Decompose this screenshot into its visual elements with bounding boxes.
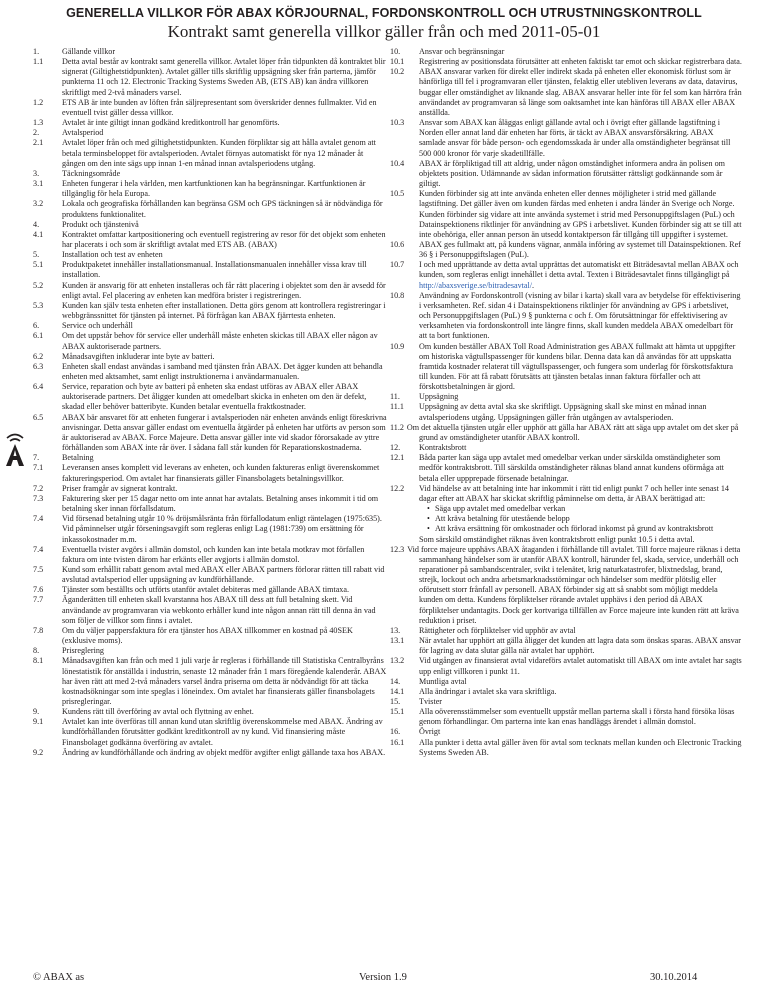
footer-date: 30.10.2014 — [650, 972, 698, 983]
clause-text — [419, 402, 742, 422]
clause-body: Avtalet löper från och med giltighetstidpunkten. Kunden förpliktar sig att hålla avtalet genom att betala terminsbeloppet för avtalsperioden. Avtalet förnyas automatiskt för nya 12 månader åt gången om den inte sägs upp innan 1-en månad innan avtalsperiodens utgång. — [62, 138, 376, 168]
clause-item — [33, 484, 387, 494]
clause-text — [62, 494, 387, 514]
clause-number: 9. — [33, 707, 40, 717]
clause-text — [62, 169, 387, 179]
clause-item — [33, 57, 387, 98]
clause-number: 16.1 — [390, 737, 405, 747]
clause-body: Betalning — [62, 453, 94, 463]
clause-text — [62, 656, 387, 707]
clause-followup-text: Som särskild omständighet räknas även kontraktsbrott enligt punkt 10.5 i detta avtal. — [419, 534, 695, 544]
clause-body: Täckningsområde — [62, 168, 121, 178]
clause-number: 10.2 — [390, 67, 405, 77]
clause-text — [62, 626, 387, 646]
clause-number: 7.4 — [33, 514, 44, 524]
clause-item — [33, 413, 387, 454]
clause-number: 7.6 — [33, 585, 44, 595]
clause-body: Alla oöverensstämmelser som eventuellt uppstår mellan parterna skall i första hand försöka lösas genom förhandlingar. Om parterna inte kan enas handläggs ärendet i allmän domstol. — [419, 707, 735, 727]
clause-body: Vid force majeure upphävs ABAX åtaganden i förhållande till avtalet. Till force majeure räknas i detta sammanhang händelser som är utanför ABAX kontroll, härunder fel, skada, service, underhåll och reparationer på sambandscentraler, svikt i telenätet, krig naturkatastrofer, blixtnedslag, brand, strejk, lockout och andra arbetsmarknadsstörningar och händelser som medför plötslig eller oförutsett storr frånfall av personell. ABAX förbinder sig att så snabbt som möjligt meddela kunden om detta. Kundens förpliktelser rörande avtalet upphävs i den period då ABAX förpliktelser undantagits. Dock ger kortvariga tillfällen av Force majeure inte kunden rätt att kräva reduktion i priset. — [407, 544, 741, 625]
clause-item — [390, 636, 742, 656]
clause-body: Avtalsperiod — [62, 128, 104, 138]
clause-body: Kontraktet omfattar kartpositionering och eventuell registrering av resor för det objekt som enheten har placerats i och som är skriftligt avtalat med ETS AB. (ABAX) — [62, 229, 386, 249]
clause-item — [390, 260, 742, 290]
clause-item — [33, 128, 387, 138]
clause-item — [390, 118, 742, 159]
clause-item — [390, 67, 742, 118]
clause-item — [390, 342, 742, 393]
clause-item — [33, 585, 387, 595]
footer-version: Version 1.9 — [359, 972, 407, 983]
clause-text — [62, 138, 387, 168]
clause-number: 11. — [390, 392, 400, 402]
clause-item — [33, 169, 387, 179]
clause-number: 10.4 — [390, 158, 405, 168]
clause-body: Avtalet är inte giltigt innan godkänd kreditkontroll har genomförts. — [62, 118, 280, 128]
footer-copyright: © ABAX as — [33, 972, 85, 983]
clause-item — [390, 443, 742, 453]
clause-item — [390, 57, 742, 67]
clause-body: Service, reparation och byte av batteri på enheten ska endast utföras av ABAX eller ABAX auktoriserade partners. Det åligger kunden att omedelbart skicka in enheten om den är defekt, skadad eller behöver batteribyte. Kunden betalar eventuella fraktkostnader. — [62, 382, 367, 412]
clause-item — [33, 453, 387, 463]
clause-body: Leveransen anses komplett vid leverans av enheten, och kunden faktureras enligt överenskommet faktureringsperiod. Om avtalet har finansierats gäller Finansbolagets betalningsvillkor. — [62, 463, 380, 483]
clause-item — [33, 230, 387, 250]
clause-number: 1.3 — [33, 118, 44, 128]
clause-body: Muntliga avtal — [419, 676, 467, 686]
clause-item — [33, 707, 387, 717]
clause-text — [419, 260, 742, 290]
clause-body: Om det uppstår behov för service eller underhåll måste enheten skickas till ABAX eller någon av ABAX auktoriserade partners. — [62, 331, 378, 351]
clause-text — [419, 697, 742, 707]
clause-text — [62, 646, 387, 656]
clause-item — [33, 646, 387, 656]
clause-text — [419, 118, 742, 159]
clause-body: ABAX ges fullmakt att, på kundens vägnar, anmäla införing av systemet till Datainspektionen. Ref 36 § i Personuppgiftslagen (PuL). — [419, 239, 741, 260]
clause-number: 12.1 — [390, 453, 405, 463]
clause-body: Äganderätten till enheten skall kvarstanna hos ABAX till dess att full betalning skett. Vid användande av programvaran via webkonto erhåller kund inte någon annan rätt till denna än vad som följer de villkor som finns i avtalet. — [62, 595, 376, 625]
clause-body: Prisreglering — [62, 646, 104, 656]
clause-body: Båda parter kan säga upp avtalet med omedelbar verkan under särskilda omständigheter som medför kontraktsbrott. Till särskilda omständigheter räknas bland annat kundens oförmåga att betala eller uppprepade försenade betalningar. — [419, 453, 724, 483]
clause-number: 8. — [33, 646, 40, 656]
clause-item — [390, 697, 742, 707]
clause-number: 7.1 — [33, 463, 44, 473]
clause-text — [62, 128, 387, 138]
clause-item — [33, 494, 387, 514]
bullet-item — [419, 514, 742, 524]
clause-item — [390, 159, 742, 189]
clause-text — [62, 413, 387, 454]
clause-text — [62, 260, 387, 280]
clause-body: Rättigheter och förpliktelser vid upphör av avtal — [419, 625, 576, 635]
clause-text — [62, 545, 387, 565]
clause-text — [62, 382, 387, 412]
clause-text — [62, 514, 387, 544]
clause-item — [390, 189, 742, 240]
right-column — [390, 47, 742, 758]
clause-number: 13.2 — [390, 656, 405, 666]
clause-item — [390, 727, 742, 737]
clause-text — [419, 189, 742, 240]
clause-number: 15.1 — [390, 707, 405, 717]
clause-body: Installation och test av enheten — [62, 250, 163, 260]
clause-body: Kunden förbinder sig att inte använda enheten eller dennes möjligheter i strid med gällande lagstiftning. Det gäller även om kunden färdas med enheten i andra länder än Sverige och Norge. Kunden förbinder sig vidare att inte använda systemet i strid med Personuppgiftslagen (PuL) och Datainspektionens riktlinjer för användning av GPS i arbetslivet. Kunden förbinder sig att se till att inte obehöriga, eller annan person än utsedd kontaktperson får tillgång till uppgifter i systemet. — [419, 189, 742, 239]
link-suffix: . — [532, 280, 535, 290]
abax-logo-icon — [4, 430, 26, 468]
clause-text — [419, 443, 742, 453]
clause-body: ABAX ansvarar varken för direkt eller indirekt skada på enheten eller ekonomisk förlust som är hänförliga till fel i programvaran eller tjänsten, felaktig eller utebliven leverans av data, datavirus, buggar eller omständighet av liknande slag. ABAX ansvarar heller inte för fel som kan härröra från användandet av programvaran så länge som oaktsamhet inte kan hänföras till ABAX eller ABAX anställda. — [419, 67, 742, 117]
clause-body: Enheten skall endast användas i samband med tjänsten från ABAX. Det ägger kunden att behandla enheten med aktsamhet, samt enligt instruktionerna i användarmanualen. — [62, 361, 383, 381]
clause-body: Uppsägning av detta avtal ska ske skriftligt. Uppsägning skall ske minst en månad innan avtalsperiodens utgång. Uppsägningen gäller från utgången av avtalsperioden. — [419, 402, 707, 422]
clause-text — [62, 453, 387, 463]
clause-item — [390, 626, 742, 636]
clause-item — [390, 453, 742, 483]
bullet-dot-icon: • — [427, 514, 430, 524]
clause-text — [419, 484, 742, 545]
clause-number: 14. — [390, 676, 401, 686]
clause-body: Enheten fungerar i hela världen, men kartfunktionen kan ha begränsningar. Kartfunktionen är tillgänglig för hela Europa. — [62, 179, 366, 199]
clause-text — [62, 565, 387, 585]
clause-text — [62, 118, 387, 128]
clause-number: 7. — [33, 453, 40, 463]
clause-number: 9.1 — [33, 717, 44, 727]
clause-body: Eventuella tvister avgörs i allmän domstol, och kunden kan inte betala motkrav mot förfallen faktura om inte tvisten därom har erkänts eller avgjorts i allmän domstol. — [62, 544, 365, 564]
clause-number: 13. — [390, 625, 401, 635]
clause-body: När avtalet har upphört att gälla åligger det kunden att lagra data som önskas sparas. ABAX ansvar för lagring av data slutar gälla när avtalet har upphört. — [419, 636, 741, 656]
clause-item — [390, 707, 742, 727]
clause-item — [33, 321, 387, 331]
clause-item — [33, 281, 387, 301]
clause-number: 10.5 — [390, 189, 405, 199]
clause-number: 2. — [33, 128, 40, 138]
clause-text — [62, 484, 387, 494]
clause-text — [62, 230, 387, 250]
bullet-item — [419, 504, 742, 514]
clause-text — [62, 47, 387, 57]
clause-number: 6.4 — [33, 382, 44, 392]
clause-number: 7.4 — [33, 544, 44, 554]
bitradesavtal-link[interactable]: http://abaxsverige.se/bitradesavtal/ — [419, 280, 533, 290]
clause-item — [33, 656, 387, 707]
clause-text — [62, 250, 387, 260]
clause-text — [62, 352, 387, 362]
clause-text — [419, 342, 742, 393]
clause-number: 12.3 — [390, 544, 405, 554]
clause-number: 7.2 — [33, 483, 44, 493]
clause-item — [390, 47, 742, 57]
clause-number: 5.3 — [33, 300, 44, 310]
clause-text — [407, 423, 738, 442]
clause-item — [390, 687, 742, 697]
clause-text — [419, 626, 742, 636]
clause-text — [62, 707, 387, 717]
clause-item — [390, 677, 742, 687]
clause-number: 5.2 — [33, 280, 44, 290]
clause-text — [419, 67, 742, 118]
clause-text — [419, 57, 742, 67]
clause-number: 11.2 — [390, 422, 404, 432]
clause-item — [390, 402, 742, 422]
clause-body: Kunden är ansvarig för att enheten installeras och får rätt placering i objektet som den är avsedd för enligt avtal. Fel placering av enheten kan medföra brister i registreringen. — [62, 280, 386, 300]
clause-item — [33, 382, 387, 412]
clause-item — [33, 98, 387, 118]
clause-body: Avtalet kan inte överföras till annan kund utan skriftlig överenskommelse med ABAX. Ändring av kundförhållanden förutsätter godkänt kreditkontroll av ny kund. Vid finansiering måste Finansbolaget godkänna överföring av avtalet. — [62, 717, 383, 747]
clause-number: 3.1 — [33, 179, 44, 189]
clause-item — [390, 484, 742, 545]
clause-text — [419, 453, 742, 483]
clause-number: 10.9 — [390, 341, 405, 351]
clause-item — [33, 545, 387, 565]
clause-number: 10.1 — [390, 57, 405, 67]
clause-number: 9.2 — [33, 747, 44, 757]
clause-item — [33, 118, 387, 128]
clause-body: Alla ändringar i avtalet ska vara skriftliga. — [419, 686, 557, 696]
clause-body: Månadsavgiften inkluderar inte byte av batteri. — [62, 351, 215, 361]
clause-item — [33, 352, 387, 362]
clause-text — [62, 301, 387, 321]
clause-number: 13.1 — [390, 636, 405, 646]
clause-text — [419, 291, 742, 342]
clause-number: 1. — [33, 47, 40, 56]
clause-number: 6.2 — [33, 351, 44, 361]
clause-item — [390, 240, 742, 260]
document-header — [0, 6, 768, 42]
clause-body: Uppsägning — [419, 392, 459, 402]
clause-body: I och med upprättande av detta avtal upprättas det automatiskt ett Biträdesavtal mellan ABAX och kunden, som regleras enligt innehållet i detta avtal. Texten i Biträdesavtalet finns tillgängligt på — [419, 260, 739, 280]
clause-body: Lokala och geografiska förhållanden kan begränsa GSM och GPS täckningen så är nödvändiga för produktens funktionalitet. — [62, 199, 383, 219]
clause-number: 3.2 — [33, 199, 44, 209]
clause-number: 6.3 — [33, 361, 44, 371]
clause-item — [33, 595, 387, 625]
clause-body: Registrering av positionsdata förutsätter att enheten faktiskt tar emot och skickar registrerbara data. — [419, 57, 742, 67]
clause-text — [62, 281, 387, 301]
clause-text — [62, 179, 387, 199]
clause-text — [62, 362, 387, 382]
clause-body: Produktpaketet innehåller installationsmanual. Installationsmanualen innehåller vissa krav till installation. — [62, 260, 367, 280]
clause-number: 10. — [390, 47, 401, 56]
clause-text — [419, 656, 742, 676]
clause-text — [62, 717, 387, 747]
clause-body: ABAX bär ansvaret för att enheten fungerar i avtalsperioden när enheten används enligt föreskrivna anvisningar. Detta ansvar gäller endast om eventuella åtgärder på enheten har utförts av person som är auktoriserad av ABAX. Force Majeure. Detta ansvar gäller inte vid skador förorsakade av yttre förhållanden som ABAX inte rår över. I sådana fall står kunden för Reparationskostnaderna. — [62, 412, 387, 453]
clause-number: 5. — [33, 250, 40, 260]
clause-number: 7.5 — [33, 564, 44, 574]
clause-body: Kund som erhållit rabatt genom avtal med ABAX eller ABAX partners förlorar rätten till rabatt vid avslutad avtalsperiod eller uppsägning av kundförhållande. — [62, 564, 385, 585]
clause-item — [33, 331, 387, 351]
clause-number: 15. — [390, 697, 401, 706]
clause-body: ABAX är förpliktigad till att aldrig, under någon omständighet informera andra än polisen om objektets position. Utlämnande av sådan information förutsätter rättsligt godkännande som är giltigt. — [419, 158, 725, 189]
clause-body: Tvister — [419, 697, 443, 706]
clause-number: 6. — [33, 321, 40, 331]
clause-body: Produkt och tjänstenivå — [62, 219, 139, 229]
clause-body: Om det aktuella tjänsten utgår eller upphör att gälla har ABAX rätt att säga upp avtalet om det sker på grund av omständigheter utanför ABAX kontroll. — [406, 422, 739, 442]
clause-body: Vid utgången av finansierat avtal vidareförs avtalet automatiskt till ABAX om inte avtalet har sagts upp enligt villkoren i punkt 11. — [419, 656, 742, 676]
clause-body: Ansvar som ABAX kan åläggas enligt gällande avtal och i övrigt efter gällande lagstiftning i Norden eller annat land där enheten har förts, är täckt av ABAX ansvarsförsäkring. ABAX samlade ansvar för både person- och egendomsskada är under alla omständigheter begränsat till 500 000 kronor för varje skadetillfälle. — [419, 118, 731, 158]
left-column — [33, 47, 387, 758]
clause-text — [62, 748, 387, 758]
clause-item — [33, 260, 387, 280]
clause-number: 5.1 — [33, 260, 44, 270]
clause-item — [390, 291, 742, 342]
clause-item — [390, 545, 742, 626]
clause-body: Service och underhåll — [62, 321, 133, 331]
clause-item — [33, 220, 387, 230]
clause-text — [419, 636, 742, 656]
clause-item — [33, 199, 387, 219]
clause-item — [390, 423, 742, 443]
bullet-text: Att kräva ersättning för omkostnader och förlorad inkomst på grund av kontraktsbrott — [435, 524, 714, 534]
clause-item — [33, 717, 387, 747]
clause-text — [407, 545, 740, 625]
clause-item — [33, 748, 387, 758]
bullet-item — [419, 524, 742, 534]
clause-item — [33, 138, 387, 168]
clause-item — [33, 463, 387, 483]
clause-body: ETS AB är inte bunden av löften från säljrepresentant som överskrider dennes fullmakter. Vid en eventuell tvist gäller dessa villkor. — [62, 97, 377, 117]
clause-item — [33, 47, 387, 57]
clause-number: 11.1 — [390, 402, 404, 412]
clause-number: 7.3 — [33, 493, 44, 503]
clause-number: 3. — [33, 168, 40, 178]
clause-item — [33, 514, 387, 544]
clause-number: 4. — [33, 219, 40, 229]
clause-item — [33, 250, 387, 260]
clause-body: Alla punkter i detta avtal gäller även för avtal som tecknats mellan kunden och Electronic Tracking Systems Sweden AB. — [419, 737, 742, 757]
clause-number: 1.2 — [33, 97, 44, 107]
clause-body: Kunden kan själv testa enheten efter installationen. Detta görs genom att kontrollera registreringar i webbgränssnittet för tjänsten på internet. På förfrågan kan ABAX fjärrtesta enheten. — [62, 300, 386, 321]
clause-body: Vid försenad betalning utgår 10 % dröjsmålsränta från förfallodatum enligt räntelagen (1975:635). Vid påminnelser utgår förseningsavgift som regleras enligt Lag (1981:739) om ersättning för inkassokostnader m.m. — [62, 514, 382, 544]
clause-body: Detta avtal består av kontrakt samt generella villkor. Avtalet löper från tidpunkten då kontraktet blir signerat (Giltighetstidpunkten). Avtalet gäller tills skriftlig uppsägning sker från parterna, jämför punkterna 11 och 12. Electronic Tracking Systems Sweden AB, (ETS AB) kan ändra villkoren skriftligt med 2-två månaders varsel. — [62, 57, 386, 97]
clause-body: Tjänster som beställts och utförts utanför avtalet debiteras med gällande ABAX timtaxa. — [62, 585, 350, 595]
clause-text — [62, 220, 387, 230]
clause-number: 1.1 — [33, 57, 44, 67]
document-title: GENERELLA VILLKOR FÖR ABAX KÖRJOURNAL, FORDONSKONTROLL OCH UTRUSTNINGSKONTROLL — [66, 6, 702, 20]
clause-body: Om du väljer pappersfaktura för era tjänster hos ABAX tillkommer en kostnad på 40SEK (exklusive moms). — [62, 625, 353, 646]
clause-text — [62, 463, 387, 483]
clause-text — [419, 677, 742, 687]
clause-item — [33, 362, 387, 382]
document-subtitle: Kontrakt samt generella villkor gäller från och med 2011-05-01 — [167, 22, 601, 41]
clause-text — [62, 595, 387, 625]
clause-body: Övrigt — [419, 727, 441, 737]
clause-item — [33, 301, 387, 321]
bullet-dot-icon: • — [427, 504, 430, 514]
clause-item — [33, 565, 387, 585]
clause-number: 10.8 — [390, 290, 405, 300]
clause-body: Vid händelse av att betalning inte har inkommit i rätt tid enligt punkt 7 och heller inte senast 14 dagar efter att ABAX har skickat skriftlig påminnelse om detta, är ABAX berättigad att: — [419, 483, 729, 503]
clause-number: 10.3 — [390, 118, 405, 128]
clause-text — [62, 585, 387, 595]
clause-text — [419, 727, 742, 737]
clause-text — [62, 199, 387, 219]
clause-item — [33, 179, 387, 199]
clause-body: Kontraktsbrott — [419, 443, 467, 453]
clause-text — [62, 321, 387, 331]
clause-body: Kundens rätt till överföring av avtal och flyttning av enhet. — [62, 707, 254, 717]
clause-number: 8.1 — [33, 656, 44, 666]
clause-body: Fakturering sker per 15 dagar netto om inte annat har avtalats. Betalning anses inkommit i tid om betalning sker innan förfallsdatum. — [62, 493, 379, 514]
clause-item — [390, 738, 742, 758]
bullet-text: Säga upp avtalet med omedelbar verkan — [435, 504, 566, 514]
clause-text — [62, 57, 387, 98]
clause-text — [419, 240, 742, 260]
clause-text — [419, 738, 742, 758]
clause-number: 2.1 — [33, 138, 44, 148]
clause-body: Användning av Fordonskontroll (visning av bilar i karta) skall vara av betydelse för effektivisering i verksamheten. Ref. sidan 4 i Datainspektionens riktlinjer för användning av GPS i arbetslivet, och Personuppgiftslagen (PuL) 9 § punkterna c och f. Om förutsättningar för effektivisering av verksamheten via fordonskontroll inte längre finns, skall kunden meddela ABAX omedelbart för att ta bort funktionen. — [419, 290, 741, 341]
clause-text — [62, 98, 387, 118]
clause-body: Månadsavgiften kan från och med 1 juli varje år regleras i förhållande till Statistiska Centralbyråns lönestatistik för anställda i industrin, senaste 12 månader från 1 mars föregående kalenderår. ABAX har även rätt att med 2-två månaders varsel ändra priserna om detta är nödvändigt för att täcka kostnadsökningar som inte speglas i löneindex. Om avtalet har finansierats gäller finansbolagets prisregleringar. — [62, 656, 387, 706]
clause-number: 10.7 — [390, 260, 405, 270]
clause-text — [62, 331, 387, 351]
clause-text — [419, 47, 742, 57]
clause-item — [390, 392, 742, 402]
clause-number: 7.7 — [33, 595, 44, 605]
clause-text — [419, 687, 742, 697]
clause-body: Priser framgår av signerat kontrakt. — [62, 483, 178, 493]
clause-text — [419, 707, 742, 727]
clause-body: Gällande villkor — [62, 47, 116, 56]
clause-number: 16. — [390, 727, 401, 737]
clause-number: 6.1 — [33, 331, 44, 341]
clause-number: 6.5 — [33, 412, 44, 422]
clause-item — [390, 656, 742, 676]
clause-number: 14.1 — [390, 686, 405, 696]
clause-number: 12. — [390, 443, 401, 453]
clause-text — [419, 159, 742, 189]
clause-body: Om kunden beställer ABAX Toll Road Administration ges ABAX fullmakt att hämta ut uppgifter om historiska vägtullspassenger för kundens bilar. Denna data kan då användas för att uppskatta framtida kostnader relaterat till vägtullspassenger, och fungera som underlag för förskottsfaktura till kunden. För att få rabatt förutsätts att tjänsten betalas innan faktura förfaller och att förskottsbetalningen är gjord. — [419, 341, 736, 392]
clause-body: Ansvar och begränsningar — [419, 47, 505, 56]
bullet-dot-icon: • — [427, 524, 430, 534]
clause-number: 10.6 — [390, 239, 405, 249]
clause-number: 12.2 — [390, 483, 405, 493]
clause-number: 4.1 — [33, 229, 44, 239]
clause-body: Ändring av kundförhållande och ändring av objekt medför avgifter enligt gällande taxa hos ABAX. — [62, 747, 386, 757]
clause-number: 7.8 — [33, 625, 44, 635]
bullet-text: Att kräva betalning för utestående belopp — [435, 514, 570, 524]
clause-text — [419, 392, 742, 402]
clause-item — [33, 626, 387, 646]
